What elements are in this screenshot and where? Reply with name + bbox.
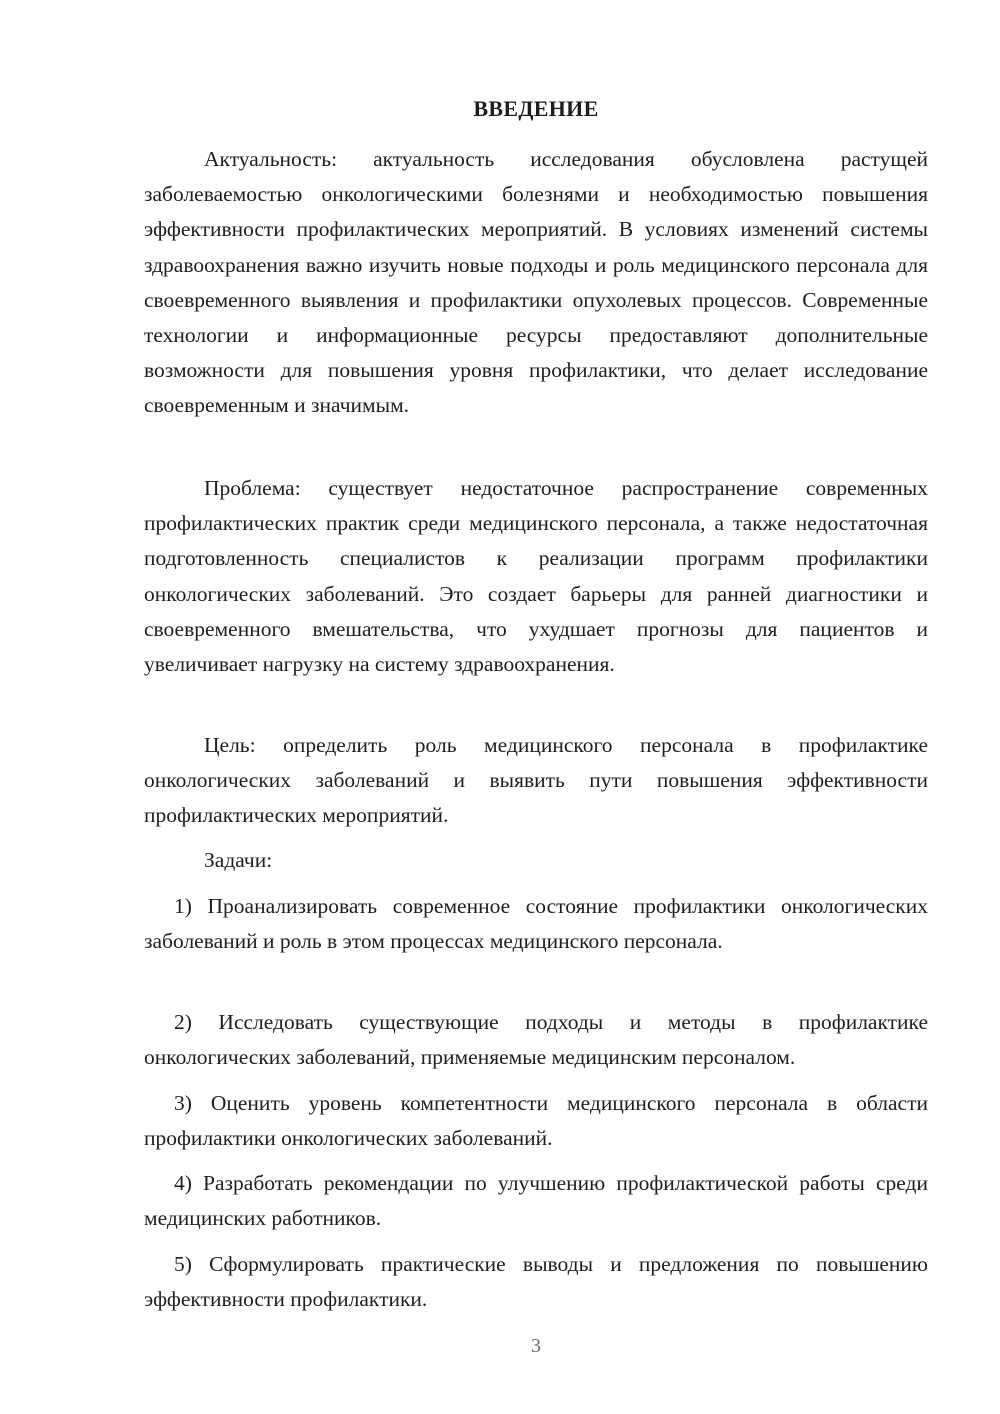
task-item-2: 2) Исследовать существующие подходы и методы в профилактике онкологических заболеваний, применяемые медицинским персоналом. xyxy=(144,1010,928,1070)
tasks-heading: Задачи: xyxy=(204,848,273,872)
task-item-3: 3) Оценить уровень компетентности медицинского персонала в области профилактики онкологических заболеваний. xyxy=(144,1091,928,1151)
goal-paragraph: Цель: определить роль медицинского персонала в профилактике онкологических заболеваний и выявить пути повышения эффективности профилактических мероприятий. xyxy=(144,733,928,828)
task-item-5: 5) Сформулировать практические выводы и предложения по повышению эффективности профилактики. xyxy=(144,1252,928,1312)
problem-paragraph: Проблема: существует недостаточное распространение современных профилактических практик среди медицинского персонала, а также недостаточная подготовленность специалистов к реализации программ профилактики онкологических заболеваний. Это создает барьеры для ранней диагностики и своевременного вмешательства, что ухудшает прогнозы для пациентов и увеличивает нагрузку на систему здравоохранения. xyxy=(144,476,928,677)
page-number: 3 xyxy=(531,1335,541,1357)
relevance-paragraph: Актуальность: актуальность исследования обусловлена растущей заболеваемостью онкологическими болезнями и необходимостью повышения эффективности профилактических мероприятий. В условиях изменений системы здравоохранения важно изучить новые подходы и роль медицинского персонала для своевременного выявления и профилактики опухолевых процессов. Современные технологии и информационные ресурсы предоставляют дополнительные возможности для повышения уровня профилактики, что делает исследование своевременным и значимым. xyxy=(144,147,928,418)
task-item-1: 1) Проанализировать современное состояние профилактики онкологических заболеваний и роль в этом процессах медицинского персонала. xyxy=(144,894,928,954)
task-item-4: 4) Разработать рекомендации по улучшению профилактической работы среди медицинских работников. xyxy=(144,1171,928,1231)
page-title: ВВЕДЕНИЕ xyxy=(473,96,599,121)
